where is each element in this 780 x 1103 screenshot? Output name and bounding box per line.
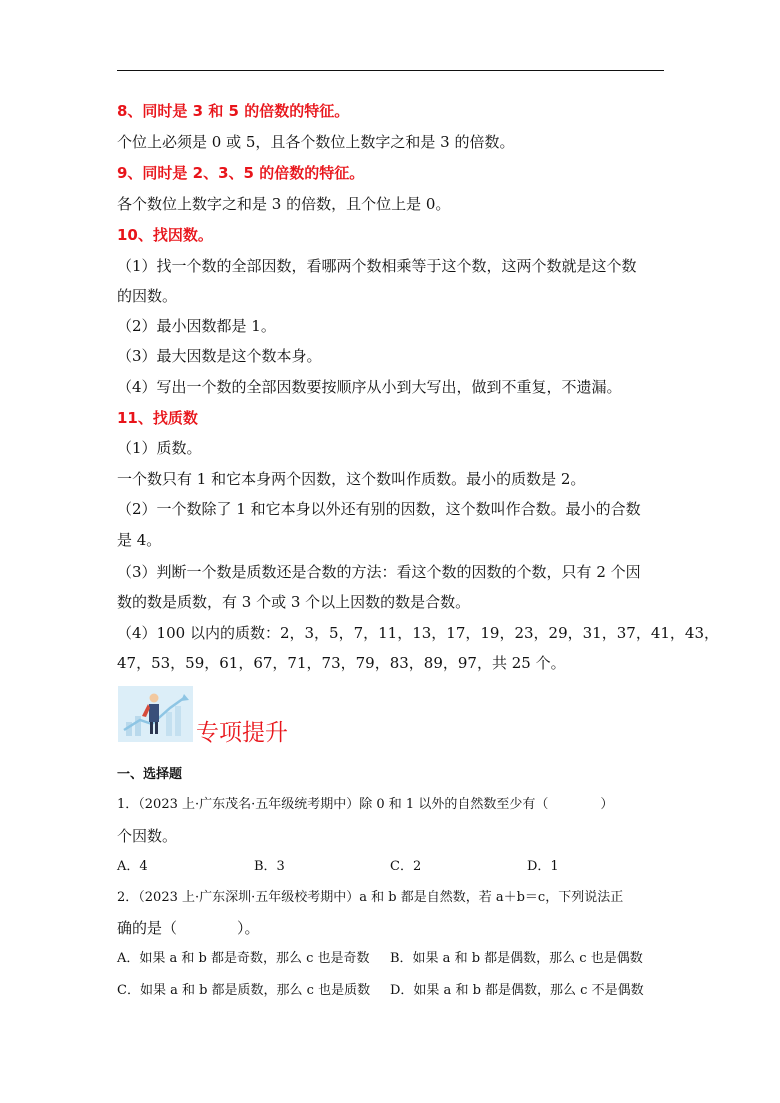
q2-option-b[interactable]: B．如果 a 和 b 都是偶数，那么 c 也是偶数: [390, 951, 643, 966]
question-2-line2: 确的是（ ）。: [117, 919, 260, 937]
heading-11: 11、找质数: [117, 409, 198, 427]
q2-option-a[interactable]: A．如果 a 和 b 都是奇数，那么 c 也是奇数: [117, 951, 370, 966]
heading-8: 8、同时是 3 和 5 的倍数的特征。: [117, 102, 350, 120]
q1-option-c[interactable]: C．2: [390, 859, 422, 874]
question-1-line1: 1．（2023 上·广东茂名·五年级统考期中）除 0 和 1 以外的自然数至少有（ ）: [117, 797, 614, 812]
banner-illustration: [118, 686, 193, 742]
question-1-line2: 个因数。: [117, 827, 178, 845]
text-11-3b: 数的数是质数，有 3 个或 3 个以上因数的数是合数。: [117, 593, 471, 611]
text-10-1b: 的因数。: [117, 287, 178, 305]
text-11-1b: 一个数只有 1 和它本身两个因数，这个数叫作质数。最小的质数是 2。: [117, 470, 586, 488]
banner-title: 专项提升: [196, 720, 288, 746]
text-11-4a: （4）100 以内的质数：2，3，5，7，11，13，17，19，23，29，31，37，41，43，: [117, 624, 719, 642]
text-9: 各个数位上数字之和是 3 的倍数，且个位上是 0。: [117, 195, 451, 213]
q1-option-b[interactable]: B．3: [254, 859, 285, 874]
q2-option-c[interactable]: C．如果 a 和 b 都是质数，那么 c 也是质数: [117, 983, 371, 998]
header-rule: [117, 70, 664, 71]
text-8: 个位上必须是 0 或 5，且各个数位上数字之和是 3 的倍数。: [117, 133, 515, 151]
heading-10: 10、找因数。: [117, 226, 213, 244]
question-2-line1: 2．（2023 上·广东深圳·五年级校考期中）a 和 b 都是自然数，若 a＋b＝c，下列说法正: [117, 890, 624, 905]
q1-option-a[interactable]: A．4: [117, 859, 148, 874]
text-10-2: （2）最小因数都是 1。: [117, 317, 276, 335]
text-10-4: （4）写出一个数的全部因数要按顺序从小到大写出，做到不重复，不遗漏。: [117, 378, 622, 396]
heading-9: 9、同时是 2、3、5 的倍数的特征。: [117, 164, 365, 182]
section-title: 一、选择题: [117, 767, 183, 782]
q2-option-d[interactable]: D．如果 a 和 b 都是偶数，那么 c 不是偶数: [390, 983, 644, 998]
growth-chart-icon: [118, 686, 193, 742]
text-10-3: （3）最大因数是这个数本身。: [117, 347, 322, 365]
q1-option-d[interactable]: D．1: [527, 859, 559, 874]
text-11-4b: 47，53，59，61，67，71，73，79，83，89，97，共 25 个。: [117, 654, 566, 672]
text-11-2a: （2）一个数除了 1 和它本身以外还有别的因数，这个数叫作合数。最小的合数: [117, 500, 641, 518]
text-10-1a: （1）找一个数的全部因数，看哪两个数相乘等于这个数，这两个数就是这个数: [117, 257, 637, 275]
text-11-2b: 是 4。: [117, 531, 162, 549]
text-11-3a: （3）判断一个数是质数还是合数的方法：看这个数的因数的个数，只有 2 个因: [117, 563, 641, 581]
text-11-1: （1）质数。: [117, 439, 202, 457]
